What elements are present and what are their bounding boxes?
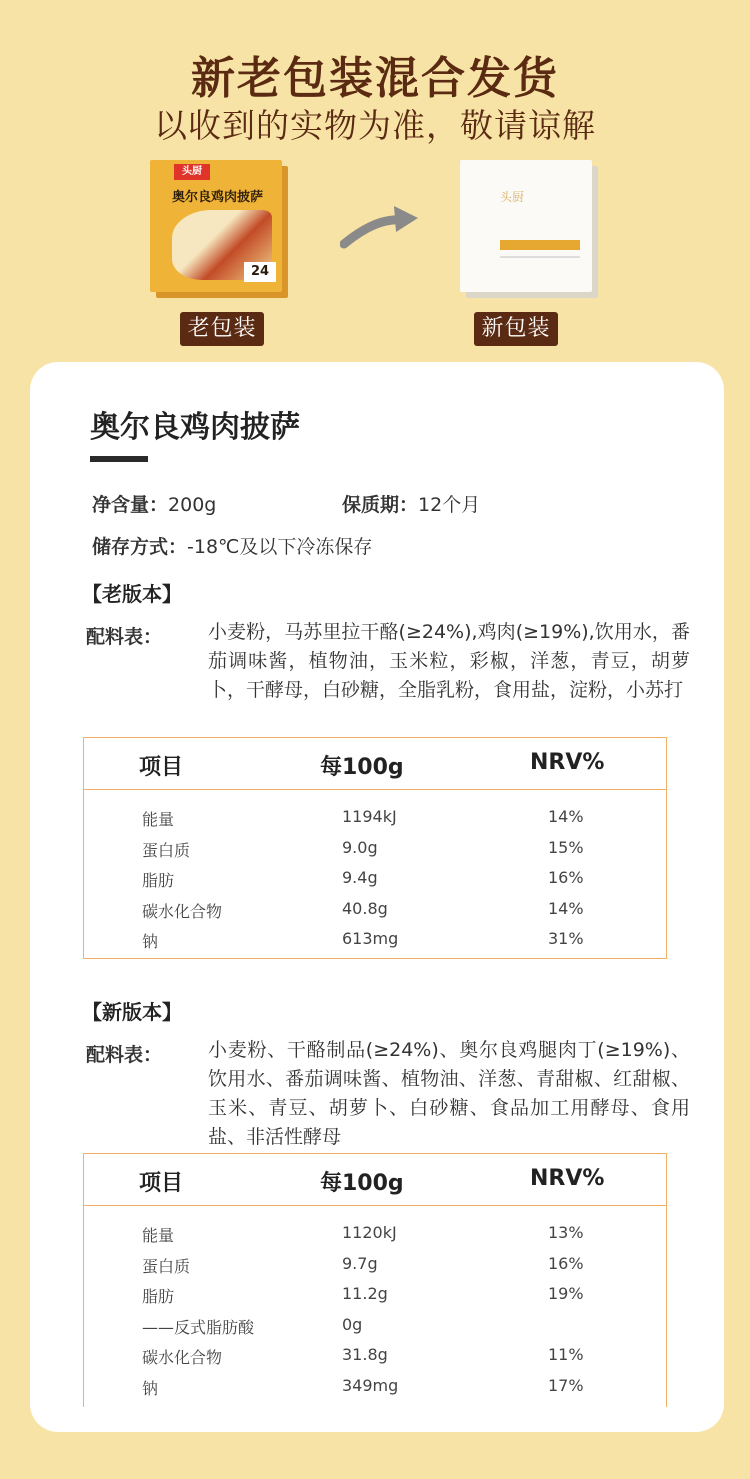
table-row [84,894,666,925]
storage-value: -18℃及以下冷冻保存 [187,536,373,558]
product-title: 奥尔良鸡肉披萨 [90,410,300,445]
new-package-image [460,160,592,292]
header-per100g: 每100g [320,755,404,780]
header-nrv: NRV% [530,1166,605,1191]
header-item: 项目 [139,755,184,780]
title-underline [90,456,148,462]
row-value: 31.8g [342,1345,388,1364]
old-nutrition-table [83,737,667,959]
header-nrv: NRV% [530,750,605,775]
new-package-brand: 头厨 [500,190,525,204]
row-value: 0g [342,1314,363,1334]
old-version-heading: 【老版本】 [82,582,182,606]
table-row [84,1340,666,1371]
new-ingredients-text: 小麦粉、干酪制品(≥24%)、奥尔良鸡腿肉丁(≥19%)、饮用水、番茄调味酱、植物油、洋葱、青甜椒、红甜椒、玉米、青豆、胡萝卜、白砂糖、食品加工用酵母、食用盐、非活性酵母 [208,1039,690,1148]
row-value: 11.2g [342,1284,388,1303]
product-info-card [30,362,724,1432]
table-row [84,1371,666,1402]
new-version-heading: 【新版本】 [82,1000,182,1024]
row-value: 40.8g [342,898,388,918]
old-package-brand: 头厨 [174,164,210,180]
old-ingredients-label: 配料表： [86,626,163,648]
arrow-icon [340,200,420,250]
net-weight-value: 200g [168,494,217,516]
new-package-label [500,240,580,250]
row-item: ——反式脂肪酸 [142,1317,255,1337]
storage [92,532,372,559]
row-nrv: 31% [548,929,584,948]
row-nrv: 13% [548,1223,584,1242]
row-value: 613mg [342,929,399,948]
net-weight [92,490,216,517]
table-row [84,1279,666,1310]
row-item: 钠 [142,932,159,951]
row-item: 脂肪 [142,871,175,890]
row-item: 蛋白质 [142,840,191,860]
new-package-tag: 新包装 [474,312,558,346]
table-header [84,1154,666,1206]
row-value: 1194kJ [342,807,397,826]
row-item: 碳水化合物 [142,1348,223,1367]
table-header [84,738,666,790]
row-nrv: 15% [548,837,584,857]
row-value: 1120kJ [342,1223,397,1242]
storage-label: 储存方式： [92,536,188,558]
table-row [84,802,666,833]
table-row [84,1218,666,1249]
new-package-line [500,256,580,258]
table-row [84,924,666,955]
row-nrv: 16% [548,868,584,887]
table-row [84,1249,666,1280]
row-item: 能量 [142,810,175,829]
row-nrv: 14% [548,898,584,918]
banner-title: 新老包装混合发货 [191,53,559,104]
header-per100g: 每100g [320,1171,404,1196]
row-item: 能量 [142,1226,175,1245]
row-nrv: 17% [548,1375,584,1395]
table-row [84,833,666,864]
header-item: 项目 [139,1171,184,1196]
net-weight-label: 净含量： [92,494,169,516]
old-package-badge: 24 [244,262,276,282]
row-nrv: 11% [548,1345,584,1364]
row-nrv: 14% [548,807,584,826]
row-item: 蛋白质 [142,1256,191,1276]
table-row [84,863,666,894]
row-item: 碳水化合物 [142,901,223,921]
new-nutrition-table [83,1153,667,1407]
row-value: 9.7g [342,1253,378,1273]
new-ingredients-label: 配料表： [86,1044,163,1066]
row-value: 9.0g [342,837,378,857]
shelf-life-value: 12个月 [418,494,481,516]
table-row [84,1310,666,1341]
row-nrv: 16% [548,1253,584,1273]
old-package-tag: 老包装 [180,312,264,346]
shelf-life-label: 保质期： [342,494,419,516]
banner-subtitle: 以收到的实物为准，敬请谅解 [154,106,596,145]
row-value: 9.4g [342,868,378,887]
row-item: 钠 [142,1378,159,1398]
old-package-name: 奥尔良鸡肉披萨 [172,190,264,205]
row-value: 349mg [342,1375,399,1395]
old-package-image [150,160,282,292]
row-item: 脂肪 [142,1287,175,1306]
shelf-life [342,490,480,517]
old-ingredients-text: 小麦粉，马苏里拉干酪(≥24%),鸡肉(≥19%),饮用水，番茄调味酱，植物油，玉米粒，彩椒，洋葱，青豆，胡萝卜，干酵母，白砂糖，全脂乳粉，食用盐，淀粉，小苏打 [208,621,690,701]
row-nrv: 19% [548,1284,584,1303]
